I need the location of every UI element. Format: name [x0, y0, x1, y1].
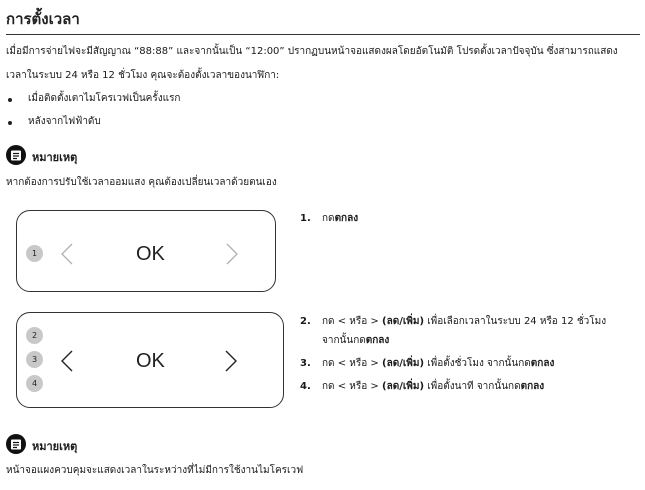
intro-line-2: เวลาในระบบ 24 หรือ 12 ชั่วโมง คุณจะต้องตั้งเวลาของนาฬิกา:	[6, 70, 280, 81]
note-icon	[6, 145, 26, 165]
note-icon	[6, 434, 26, 454]
chevron-right-icon[interactable]	[225, 350, 237, 372]
step-text: กด < หรือ > (ลด/เพิ่ม) เพื่อตั้งชั่วโมง จากนั้นกดตกลง	[322, 358, 555, 369]
bullet-dot	[8, 121, 12, 125]
control-panel-step1	[16, 210, 276, 292]
step-number: 2.	[300, 316, 311, 327]
step-callout-4: 4	[26, 375, 43, 392]
step-number: 1.	[300, 213, 311, 224]
step-callout-1: 1	[26, 245, 43, 262]
chevron-left-icon[interactable]	[61, 350, 73, 372]
chevron-left-icon[interactable]	[61, 243, 73, 265]
step-text: กดตกลง	[322, 213, 359, 224]
note-label: หมายเหตุ	[32, 151, 78, 164]
step-callout-3: 3	[26, 351, 43, 368]
step-number: 3.	[300, 358, 311, 369]
bullet-dot	[8, 98, 12, 102]
step-callout-2: 2	[26, 327, 43, 344]
step-number: 4.	[300, 381, 311, 392]
bullet-item: เมื่อติดตั้งเตาไมโครเวฟเป็นครั้งแรก	[28, 93, 181, 104]
note-text: หากต้องการปรับใช้เวลาออมแสง คุณต้องเปลี่ยนเวลาด้วยตนเอง	[6, 177, 277, 188]
chevron-right-icon[interactable]	[226, 243, 238, 265]
ok-button[interactable]: OK	[136, 350, 165, 372]
step-text-cont: จากนั้นกดตกลง	[322, 335, 390, 346]
intro-line-1: เมื่อมีการจ่ายไฟจะมีสัญญาณ “88:88” และจากนั้นเป็น “12:00” ปรากฏบนหน้าจอแสดงผลโดยอัตโนมัติ โปรดตั้งเวลาปัจจุบัน ซึ่งสามารถแสดง	[6, 46, 618, 57]
ok-button[interactable]: OK	[136, 243, 165, 265]
step-text: กด < หรือ > (ลด/เพิ่ม) เพื่อตั้งนาที จากนั้นกดตกลง	[322, 381, 545, 392]
bullet-item: หลังจากไฟฟ้าดับ	[28, 116, 101, 127]
step-text: กด < หรือ > (ลด/เพิ่ม) เพื่อเลือกเวลาในระบบ 24 หรือ 12 ชั่วโมง	[322, 316, 607, 327]
note-label: หมายเหตุ	[32, 440, 78, 453]
note-text: หน้าจอแผงควบคุมจะแสดงเวลาในระหว่างที่ไม่มีการใช้งานไมโครเวฟ	[6, 465, 304, 476]
page-title: การตั้งเวลา	[6, 10, 80, 28]
title-divider	[6, 34, 640, 35]
control-panel-steps-2-4	[16, 312, 284, 408]
